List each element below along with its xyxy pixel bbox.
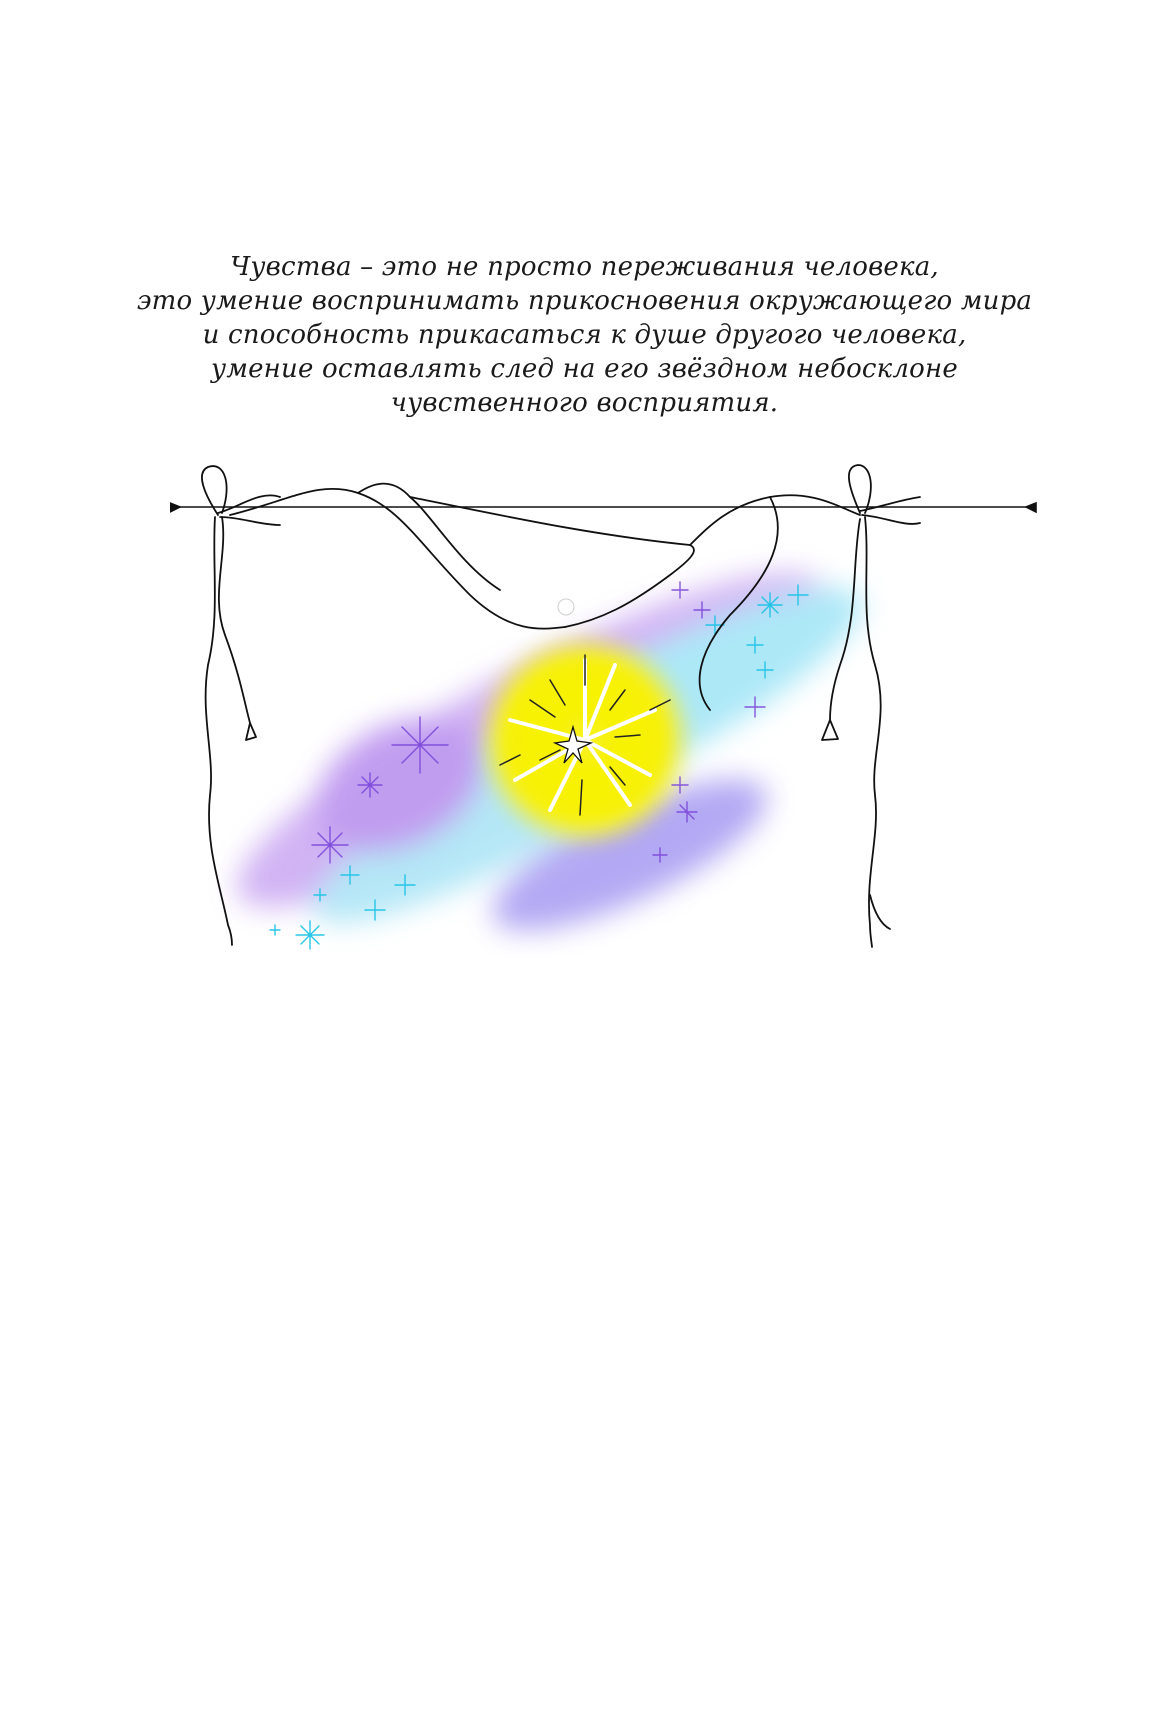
poem-line-2: это умение воспринимать прикосновения окружающего мира <box>136 286 1033 316</box>
nebula <box>206 523 887 959</box>
poem-line-4: умение оставлять след на его звёздном небосклоне <box>211 354 958 384</box>
poem-line-3: и способность прикасаться к душе другого человека, <box>202 320 967 350</box>
poem-line-1: Чувства – это не просто переживания человека, <box>230 252 939 282</box>
poem-text <box>0 250 1169 420</box>
curtain-nebula-illustration <box>170 455 1040 1030</box>
bead <box>558 599 574 615</box>
curtain-rod <box>170 503 1036 512</box>
poem-line-5: чувственного восприятия. <box>390 388 779 418</box>
